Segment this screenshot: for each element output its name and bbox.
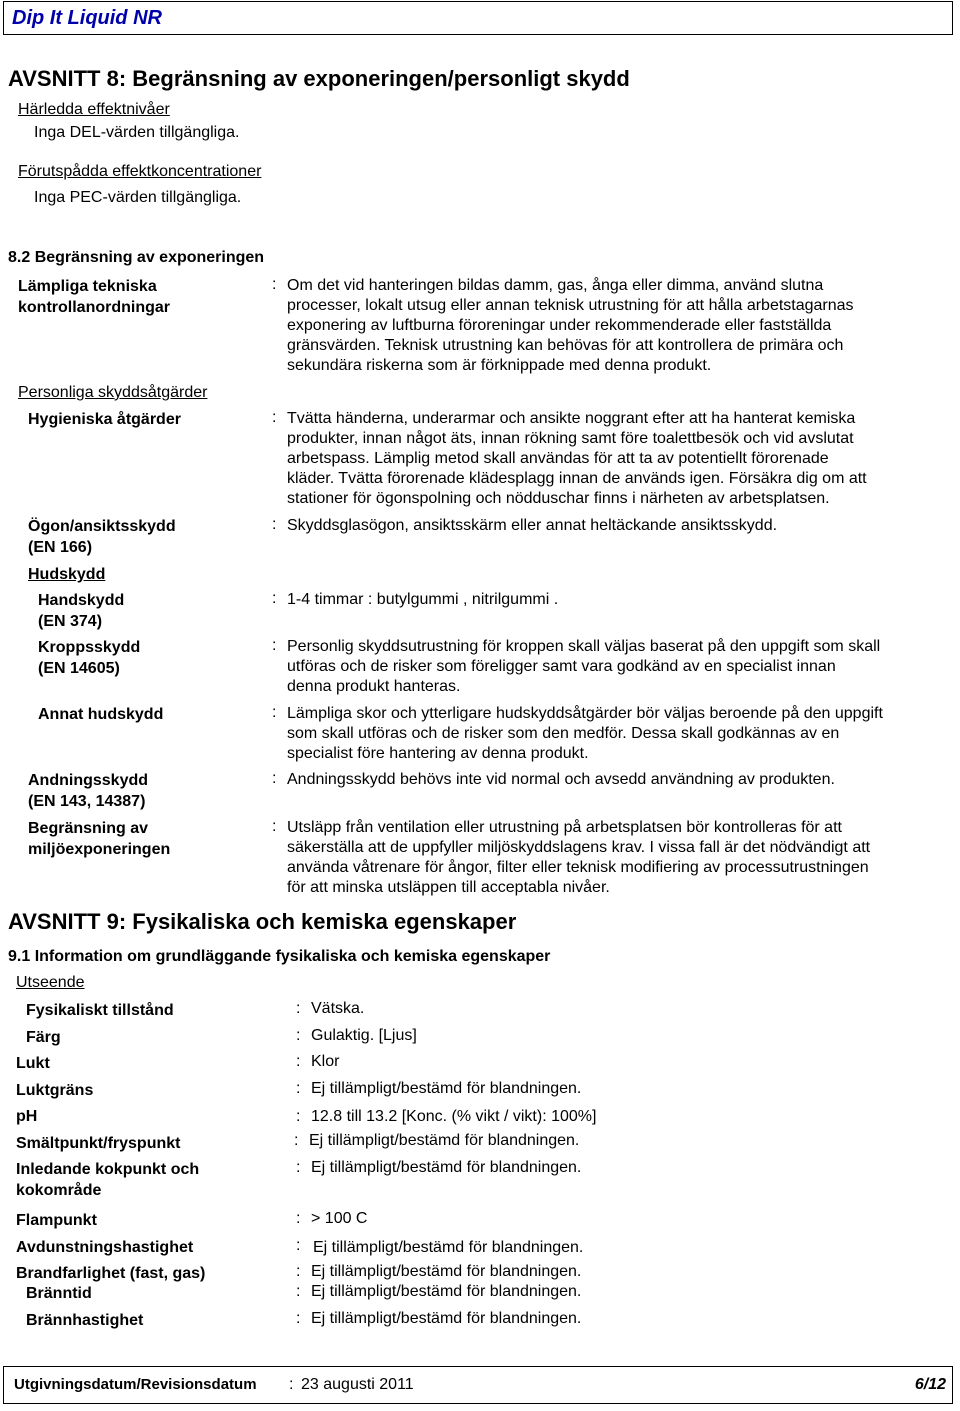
- personal-protection-heading: Personliga skyddsåtgärder: [18, 384, 208, 401]
- pec-text: Inga PEC-värden tillgängliga.: [34, 189, 242, 206]
- eye-colon: :: [272, 516, 277, 533]
- property-value: Vätska.: [311, 1000, 365, 1017]
- property-colon: :: [296, 1159, 301, 1176]
- property-value: Ej tillämpligt/bestämd för blandningen.: [311, 1080, 582, 1097]
- section-9-1-title: 9.1 Information om grundläggande fysikaliska och kemiska egenskaper: [8, 948, 551, 965]
- header-bar: [3, 1, 953, 35]
- footer-date-label: Utgivningsdatum/Revisionsdatum: [14, 1376, 257, 1393]
- property-colon: :: [296, 1263, 301, 1280]
- property-colon: :: [296, 1108, 301, 1125]
- hygiene-label: Hygieniska åtgärder: [28, 411, 181, 428]
- body-colon: :: [272, 637, 277, 654]
- other-skin-colon: :: [272, 704, 277, 721]
- eye-protection-label: Ögon/ansiktsskydd (EN 166): [28, 518, 176, 556]
- hand-protection-label: Handskydd (EN 374): [38, 592, 125, 630]
- hand-protection-text: 1-4 timmar : butylgummi , nitrilgummi .: [287, 591, 559, 608]
- property-label: Fysikaliskt tillstånd: [26, 1002, 174, 1019]
- property-value: 12.8 till 13.2 [Konc. (% vikt / vikt): 100%]: [311, 1108, 597, 1125]
- skin-protection-heading: Hudskydd: [28, 566, 106, 583]
- property-label: Bränntid: [26, 1285, 92, 1302]
- pec-heading: Förutspådda effektkoncentrationer: [18, 163, 262, 180]
- footer-date: 23 augusti 2011: [301, 1376, 414, 1393]
- property-label: Brandfarlighet (fast, gas): [16, 1265, 206, 1282]
- property-colon: :: [296, 1210, 301, 1227]
- section-8-title: AVSNITT 8: Begränsning av exponeringen/personligt skydd: [8, 66, 630, 91]
- hygiene-text: Tvätta händerna, underarmar och ansikte noggrant efter att ha hanterat kemiska produkter, innan något äts, innan rökning samt före toalettbesök och vid avslutat arbetspass. Lämplig metod skall användas för att ta av potentiellt förorenade kläder. Tvätta förorenade klädesplagg innan de används igen. Försäkra dig om att stationer för ögonspolning och nödduschar finns i närheten av arbetsplatsen.: [287, 410, 867, 507]
- property-colon: :: [294, 1132, 299, 1149]
- property-value: Ej tillämpligt/bestämd för blandningen.: [311, 1263, 582, 1280]
- environmental-label: Begränsning av miljöexponeringen: [28, 820, 171, 858]
- del-heading: Härledda effektnivåer: [18, 101, 170, 118]
- eye-protection-text: Skyddsglasögon, ansiktsskärm eller annat heltäckande ansiktsskydd.: [287, 517, 778, 534]
- document-title: Dip It Liquid NR: [12, 7, 162, 29]
- other-skin-text: Lämpliga skor och ytterligare hudskyddsåtgärder bör väljas beroende på den uppgift som skall utföras och de risker som den medför. Dessa skall godkännas av en specialist före hantering av denna produkt.: [287, 705, 883, 762]
- property-label: Flampunkt: [16, 1212, 97, 1229]
- property-value: Ej tillämpligt/bestämd för blandningen.: [311, 1283, 582, 1300]
- property-value: Ej tillämpligt/bestämd för blandningen.: [313, 1239, 584, 1256]
- respiratory-label: Andningsskydd (EN 143, 14387): [28, 772, 149, 810]
- hygiene-colon: :: [272, 409, 277, 426]
- property-label: Färg: [26, 1029, 61, 1046]
- respiratory-text: Andningsskydd behövs inte vid normal och avsedd användning av produkten.: [287, 771, 835, 788]
- controls-text: Om det vid hanteringen bildas damm, gas, ånga eller dimma, använd slutna processer, lokalt utsug eller annan teknisk utrustning för att hålla arbetstagarnas exponering av luftburna föroreningar under rekommenderade eller fastställda gränsvärden. Teknisk utrustning kan behövas för att kontrollera de primära och sekundära riskerna som är förknippade med denna produkt.: [287, 277, 854, 374]
- footer-bar: [3, 1366, 953, 1404]
- controls-label: Lämpliga tekniska kontrollanordningar: [18, 278, 170, 316]
- property-value: Ej tillämpligt/bestämd för blandningen.: [311, 1310, 582, 1327]
- section-8-2-title: 8.2 Begränsning av exponeringen: [8, 249, 265, 266]
- property-colon: :: [296, 1283, 301, 1300]
- property-colon: :: [296, 1027, 301, 1044]
- environmental-colon: :: [272, 818, 277, 835]
- section-9-title: AVSNITT 9: Fysikaliska och kemiska egenskaper: [8, 909, 517, 934]
- property-value: Gulaktig. [Ljus]: [311, 1027, 417, 1044]
- hand-colon: :: [272, 590, 277, 607]
- property-colon: :: [296, 1053, 301, 1070]
- controls-colon: :: [272, 276, 277, 293]
- property-label: Smältpunkt/fryspunkt: [16, 1135, 181, 1152]
- property-value: Klor: [311, 1053, 340, 1070]
- property-label: Luktgräns: [16, 1082, 94, 1099]
- appearance-heading: Utseende: [16, 974, 85, 991]
- page-number: 6/12: [914, 1376, 946, 1393]
- property-label: pH: [16, 1108, 38, 1125]
- body-protection-label: Kroppsskydd (EN 14605): [38, 639, 141, 677]
- property-label: Brännhastighet: [26, 1312, 144, 1329]
- property-label: Lukt: [16, 1055, 50, 1072]
- other-skin-label: Annat hudskydd: [38, 706, 164, 723]
- environmental-text: Utsläpp från ventilation eller utrustning på arbetsplatsen bör kontrolleras för att säkerställa att de uppfyller miljöskyddslagens krav. I vissa fall är det nödvändigt att använda våtrenare för ångor, filter eller teknisk modifiering av processutrustningen för att minska utsläppen till acceptabla nivåer.: [287, 819, 871, 896]
- property-colon: :: [296, 1080, 301, 1097]
- body-protection-text: Personlig skyddsutrustning för kroppen skall väljas baserat på den uppgift som skall utföras och de risker som föreligger samt vara godkänd av en specialist innan denna produkt hanteras.: [287, 638, 881, 695]
- property-label: Avdunstningshastighet: [16, 1239, 194, 1256]
- property-colon: :: [296, 1237, 301, 1254]
- respiratory-colon: :: [272, 770, 277, 787]
- property-value: Ej tillämpligt/bestämd för blandningen.: [309, 1132, 580, 1149]
- footer-colon: :: [289, 1376, 294, 1393]
- property-value: > 100 C: [311, 1210, 368, 1227]
- property-value: Ej tillämpligt/bestämd för blandningen.: [311, 1159, 582, 1176]
- property-colon: :: [296, 1310, 301, 1327]
- del-text: Inga DEL-värden tillgängliga.: [34, 124, 240, 141]
- property-colon: :: [296, 1000, 301, 1017]
- property-label: Inledande kokpunkt och kokområde: [16, 1161, 200, 1199]
